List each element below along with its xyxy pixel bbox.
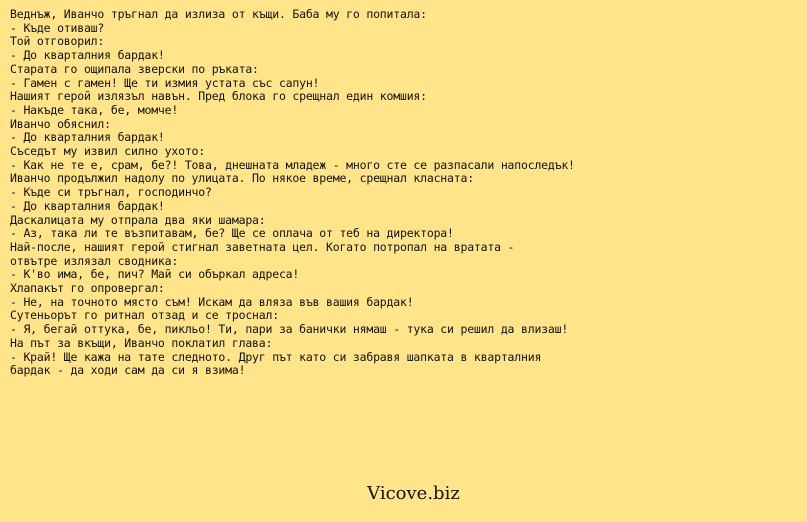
story-line: - Аз, така ли те възпитавам, бе? Ще се оплача от теб на директора! [10, 226, 454, 241]
story-line: Хлапакът го опровергал: [10, 281, 165, 296]
story-line: - Край! Ще кажа на тате следното. Друг път като си забравя шапката в кварталния [10, 349, 542, 364]
story-line: - Гамен с гамен! Ще ти измия устата със сапун! [10, 75, 320, 90]
story-line: Нашият герой излязъл навън. Пред блока го срещнал един комшия: [10, 89, 427, 104]
story-line: Той отговорил: [10, 34, 105, 49]
joke-text [10, 8, 795, 378]
story-line: Старата го ощипала зверски по ръката: [10, 61, 259, 76]
story-line: - Къде отиваш? [10, 20, 105, 35]
story-line: На път за вкъщи, Иванчо поклатил глава: [10, 335, 273, 350]
story-line: Иванчо обяснил: [10, 116, 111, 131]
story-line: отвътре излязал сводника: [10, 253, 179, 268]
story-line: Веднъж, Иванчо тръгнал да излиза от къщи. Баба му го попитала: [10, 7, 427, 21]
story-line: - Не, на точното място съм! Искам да вляза във вашия бардак! [10, 294, 414, 309]
story-line: Съседът му извил силно ухото: [10, 144, 205, 159]
story-line: Даскалицата му отпрала два яки шамара: [10, 212, 266, 227]
story-line: Сутеньорът го ритнал отзад и се троснал: [10, 308, 279, 323]
story-line: - Къде си тръгнал, господинчо? [10, 185, 212, 200]
story-line: - Как не те е, срам, бе?! Това, днешната младеж - много сте се разпасали напоследък! [10, 157, 575, 172]
story-line: - Накъде така, бе, момче! [10, 102, 179, 117]
site-watermark: Vicove.biz [367, 483, 460, 504]
story-line: - До кварталния бардак! [10, 198, 165, 213]
story-line: - До кварталния бардак! [10, 130, 165, 145]
story-line: Най-после, нашият герой стигнал заветната цел. Когато потропал на вратата - [10, 239, 515, 254]
story-line: бардак - да ходи сам да си я взима! [10, 363, 246, 378]
story-line: - Я, бегай оттука, бе, пикльо! Ти, пари за банички нямаш - тука си решил да влизаш! [10, 322, 569, 337]
story-line: - К'во има, бе, пич? Май си объркал адреса! [10, 267, 300, 282]
story-line: - До кварталния бардак! [10, 48, 165, 63]
story-line: Иванчо продължил надолу по улицата. По някое време, срещнал класната: [10, 171, 474, 186]
